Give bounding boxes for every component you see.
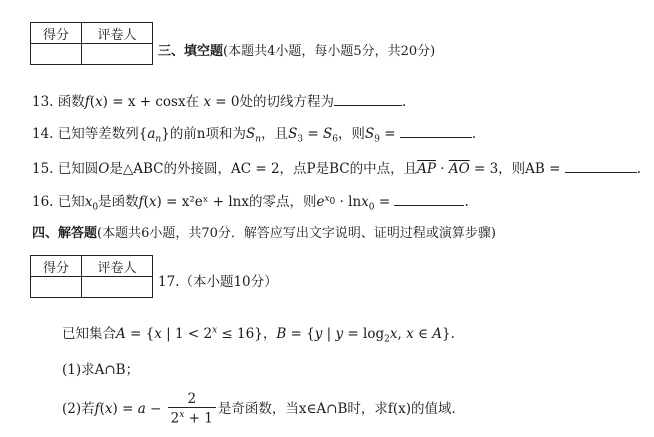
grader-header: 评卷人	[82, 256, 153, 277]
score-table-2	[30, 255, 153, 298]
section-3-heading: 三、填空题(本题共4小题，每小题5分，共20分)	[158, 44, 436, 59]
answer-blank-15[interactable]	[565, 171, 637, 173]
grader-cell	[82, 44, 153, 65]
answer-blank-14[interactable]	[400, 136, 472, 138]
answer-blank-16[interactable]	[394, 204, 464, 206]
score-cell	[31, 277, 82, 298]
question-15: 15. 已知圆O是△ABC的外接圆，AC = 2，点P是BC的中点，且$\overline{AP} \cdot \overline{AO} = 3$，则AB = .	[32, 161, 642, 177]
question-14: 14. 已知等差数列$\{a_n\}$的前n项和为$S_n$，且$S_3 = S_6$，则$S_9$ = .	[32, 126, 477, 145]
question-17-title: 17.（本小题10分）	[158, 274, 278, 290]
grader-cell	[82, 277, 153, 298]
score-table-1	[30, 22, 153, 65]
score-header: 得分	[31, 256, 82, 277]
question-16: 16. 已知$x_0$是函数f(x) = x²eˣ + lnx的零点，则$e^{x_0} \cdot \ln x_0$ = .	[32, 193, 469, 213]
question-17-part-1: (1)求A∩B；	[62, 362, 140, 378]
question-17-given: 已知集合A = {x | $1 < 2^x \le 16$}，B = {y | $y = \log_2x$, x ∈ A}.	[62, 325, 455, 345]
question-17-part-2: (2)若f(x) = a − $\frac{2}{2^x + 1}$ 是奇函数，当x∈A∩B时，求f(x)的值域．	[62, 391, 466, 427]
question-13: 13. 函数f(x) = x + cosx在 x = 0处的切线方程为 .	[32, 94, 407, 110]
score-header: 得分	[31, 23, 82, 44]
section-4-heading: 四、解答题(本题共6小题，共70分．解答应写出文字说明、证明过程或演算步骤)	[32, 226, 496, 241]
score-cell	[31, 44, 82, 65]
fraction: $\frac{2}{2^x + 1}$	[168, 392, 216, 427]
answer-blank-13[interactable]	[334, 104, 402, 106]
grader-header: 评卷人	[82, 23, 153, 44]
